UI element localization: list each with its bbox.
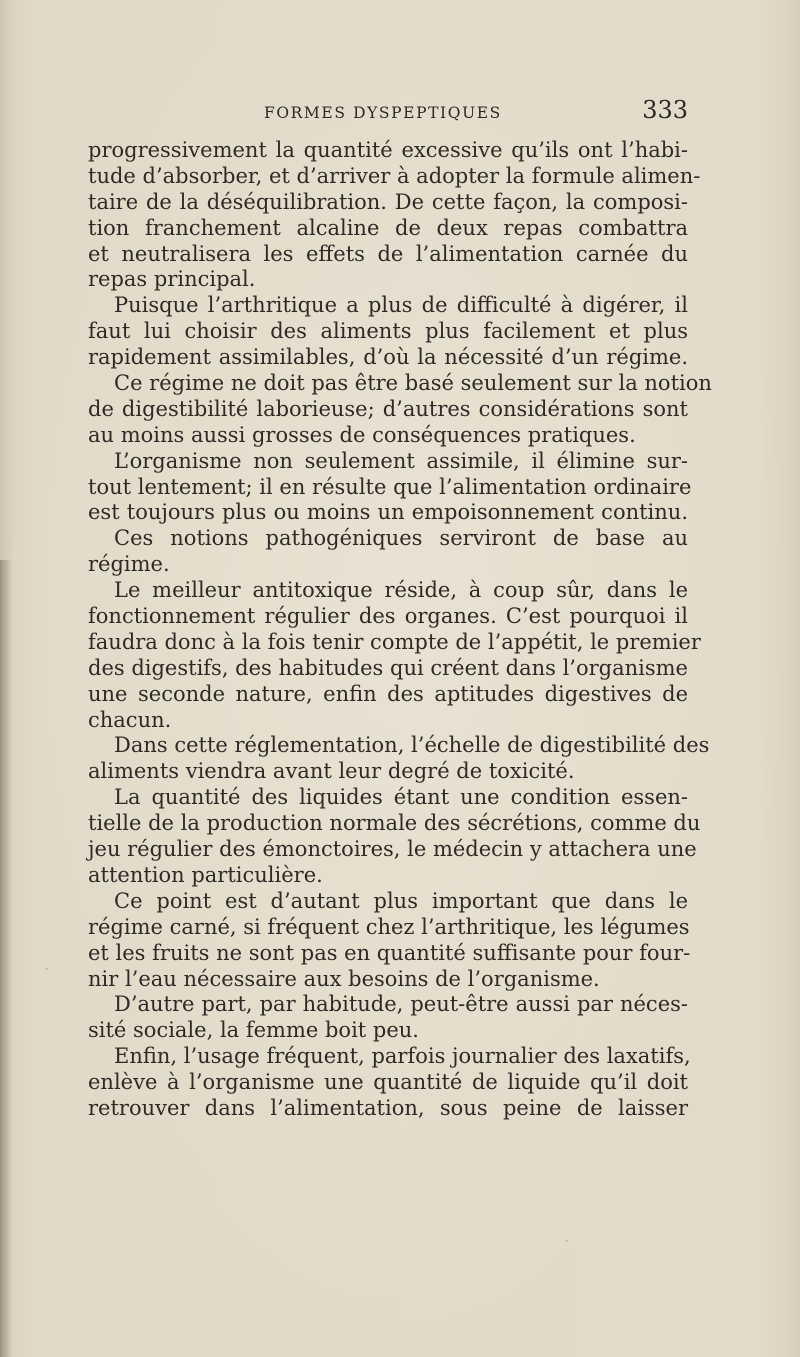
text-line: tout lentement; il en résulte que l’alimentation ordinaire xyxy=(88,474,692,499)
text-line: attention particulière. xyxy=(88,862,323,887)
text-line: Puisque l’arthritique a plus de difficulté à digérer, il xyxy=(114,293,688,318)
text-line: au moins aussi grosses de conséquences pratiques. xyxy=(88,422,636,447)
paper-speck xyxy=(566,1240,568,1242)
text-line: rapidement assimilables, d’où la nécessité d’un régime. xyxy=(88,345,688,370)
text-line: taire de la déséquilibration. De cette façon, la composi- xyxy=(88,189,688,214)
text-line: des digestifs, des habitudes qui créent dans l’organisme xyxy=(88,655,688,680)
text-line: chacun. xyxy=(88,707,172,732)
text-line: nir l’eau nécessaire aux besoins de l’organisme. xyxy=(88,966,600,991)
text-line: Dans cette réglementation, l’échelle de digestibilité des xyxy=(114,733,710,758)
text-line: régime carné, si fréquent chez l’arthritique, les légumes xyxy=(88,914,690,939)
running-head xyxy=(88,92,688,132)
text-line: tude d’absorber, et d’arriver à adopter la formule alimen- xyxy=(88,163,701,188)
text-line: Ces notions pathogéniques serviront de base au xyxy=(114,526,688,551)
text-line: régime. xyxy=(88,552,170,577)
text-line: retrouver dans l’alimentation, sous peine de laisser xyxy=(88,1095,688,1120)
page-number: 333 xyxy=(642,96,688,124)
text-line: de digestibilité laborieuse; d’autres considérations sont xyxy=(88,396,688,421)
text-line: et neutralisera les effets de l’alimentation carnée du xyxy=(88,241,688,266)
text-line: Enfin, l’usage fréquent, parfois journalier des laxatifs, xyxy=(114,1044,691,1069)
text-line: est toujours plus ou moins un empoisonnement continu. xyxy=(88,500,688,525)
text-line: repas principal. xyxy=(88,267,256,292)
text-line: Ce point est d’autant plus important que dans le xyxy=(114,888,688,913)
text-line: sité sociale, la femme boit peu. xyxy=(88,1018,419,1043)
text-line: faut lui choisir des aliments plus facilement et plus xyxy=(88,319,688,344)
paper-speck xyxy=(46,968,48,970)
body-text xyxy=(88,138,712,1122)
text-line: aliments viendra avant leur degré de toxicité. xyxy=(88,759,575,784)
text-line: tion franchement alcaline de deux repas combattra xyxy=(88,215,688,240)
text-line: progressivement la quantité excessive qu’ils ont l’habi- xyxy=(88,138,688,162)
text-line: L’organisme non seulement assimile, il élimine sur- xyxy=(114,448,688,473)
text-line: Ce régime ne doit pas être basé seulement sur la notion xyxy=(114,371,712,396)
text-line: Le meilleur antitoxique réside, à coup sûr, dans le xyxy=(114,578,688,603)
text-line: jeu régulier des émonctoires, le médecin y attachera une xyxy=(88,837,697,862)
text-line: fonctionnement régulier des organes. C’est pourquoi il xyxy=(88,604,688,629)
text-line: La quantité des liquides étant une condition essen- xyxy=(114,785,688,810)
text-line: tielle de la production normale des sécrétions, comme du xyxy=(88,811,701,836)
text-line: et les fruits ne sont pas en quantité suffisante pour four- xyxy=(88,940,691,965)
text-line: faudra donc à la fois tenir compte de l’appétit, le premier xyxy=(88,629,701,654)
running-title: FORMES DYSPEPTIQUES xyxy=(264,104,502,122)
text-line: une seconde nature, enfin des aptitudes digestives de xyxy=(88,681,688,706)
text-line: enlève à l’organisme une quantité de liquide qu’il doit xyxy=(88,1070,688,1095)
binding-edge xyxy=(0,560,12,1357)
text-line: D’autre part, par habitude, peut-être aussi par néces- xyxy=(114,992,688,1017)
